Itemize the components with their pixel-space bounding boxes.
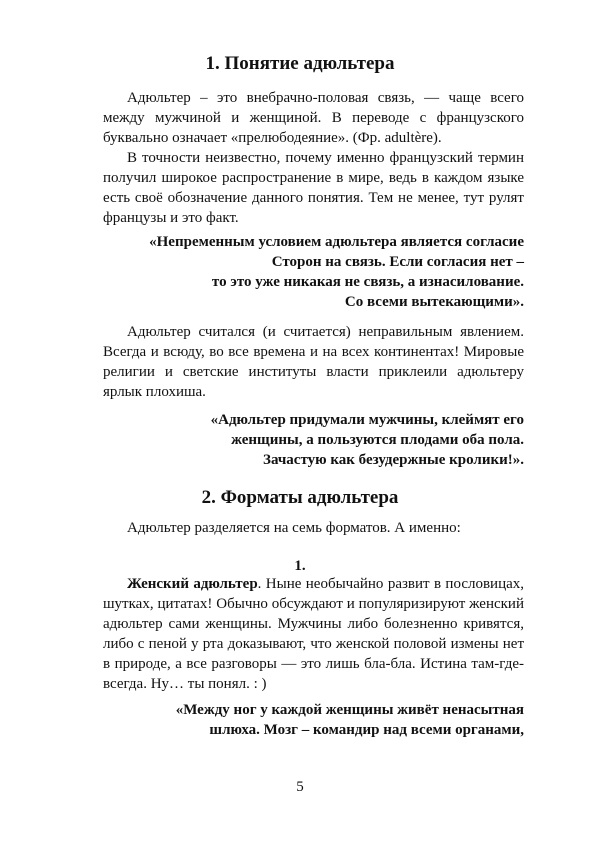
quote-line: шлюха. Мозг – командир над всеми органами,: [209, 722, 524, 738]
page-number: 5: [296, 779, 304, 795]
quote-line: то это уже никакая не связь, а изнасилование.: [211, 274, 524, 290]
quote-line: женщины, а пользуются плодами оба пола.: [231, 432, 524, 448]
text-line: ярлык плохиша.: [103, 384, 206, 400]
quote-line: «Между ног у каждой женщины живёт ненасытная: [175, 702, 524, 718]
text-line: получил широкое распространение в мире, ведь в каждом языке: [103, 170, 524, 186]
text-line-content: В точности неизвестно, почему именно французский термин: [127, 150, 524, 166]
text-line: религии и светские институты власти приклеили адюльтеру: [103, 364, 524, 380]
section-1-paragraph-2: [103, 148, 524, 228]
quote-line: Сторон на связь. Если согласия нет –: [271, 254, 524, 270]
quote-line: «Адюльтер придумали мужчины, клеймят его: [210, 412, 524, 428]
quote-men-invented: [94, 410, 524, 470]
text-line: есть своё обозначение данного понятия. Тем не менее, тут рулят: [103, 190, 524, 206]
text-line: [103, 574, 524, 594]
text-line: адюльтер сами женщины. Мужчины либо болезненно кривятся,: [103, 616, 524, 632]
quote-consent: [94, 232, 524, 312]
text-line: буквально означает «прелюбодеяние». (Фр. adultère).: [103, 130, 442, 146]
text-line: [103, 148, 524, 168]
text-line-content: . Ныне необычайно развит в пословицах,: [257, 576, 525, 592]
format-1-paragraph: [103, 574, 524, 694]
section-2-intro: [103, 518, 524, 538]
text-line: в природе, а все разговоры — это лишь бла-бла. Истина там-где-: [103, 656, 524, 672]
section-1-paragraph-3: [103, 322, 524, 402]
text-line: шутках, цитатах! Обычно обсуждают и популяризируют женский: [103, 596, 524, 612]
format-number: 1.: [294, 558, 306, 574]
text-line: либо с пеной у рта доказывают, что женской половой измены нет: [103, 636, 524, 652]
section-2-title: 2. Форматы адюльтера: [201, 487, 399, 508]
text-line: между мужчиной и женщиной. В переводе с французского: [103, 110, 524, 126]
text-line: [103, 88, 524, 108]
quote-between-legs: [94, 700, 524, 740]
text-line: [103, 518, 524, 538]
text-line: Всегда и всюду, во все времена и на всех континентах! Мировые: [103, 344, 524, 360]
format-1-term: Женский адюльтер: [127, 576, 258, 592]
text-line: французы и это факт.: [103, 210, 239, 226]
text-line: всегда. Ну… ты понял. : ): [103, 676, 267, 692]
text-line-content: Адюльтер – это внебрачно-половая связь, — чаще всего: [127, 90, 524, 106]
text-line: [103, 322, 524, 342]
quote-line: «Непременным условием адюльтера является согласие: [149, 234, 524, 250]
section-1-title: 1. Понятие адюльтера: [205, 53, 395, 74]
text-line-content: Адюльтер считался (и считается) неправильным явлением.: [127, 324, 524, 340]
text-line-content: Адюльтер разделяется на семь форматов. А именно:: [127, 520, 461, 536]
quote-line: Зачастую как безудержные кролики!».: [263, 452, 524, 468]
quote-line: Со всеми вытекающими».: [344, 294, 524, 310]
section-1-paragraph-1: [103, 88, 524, 148]
